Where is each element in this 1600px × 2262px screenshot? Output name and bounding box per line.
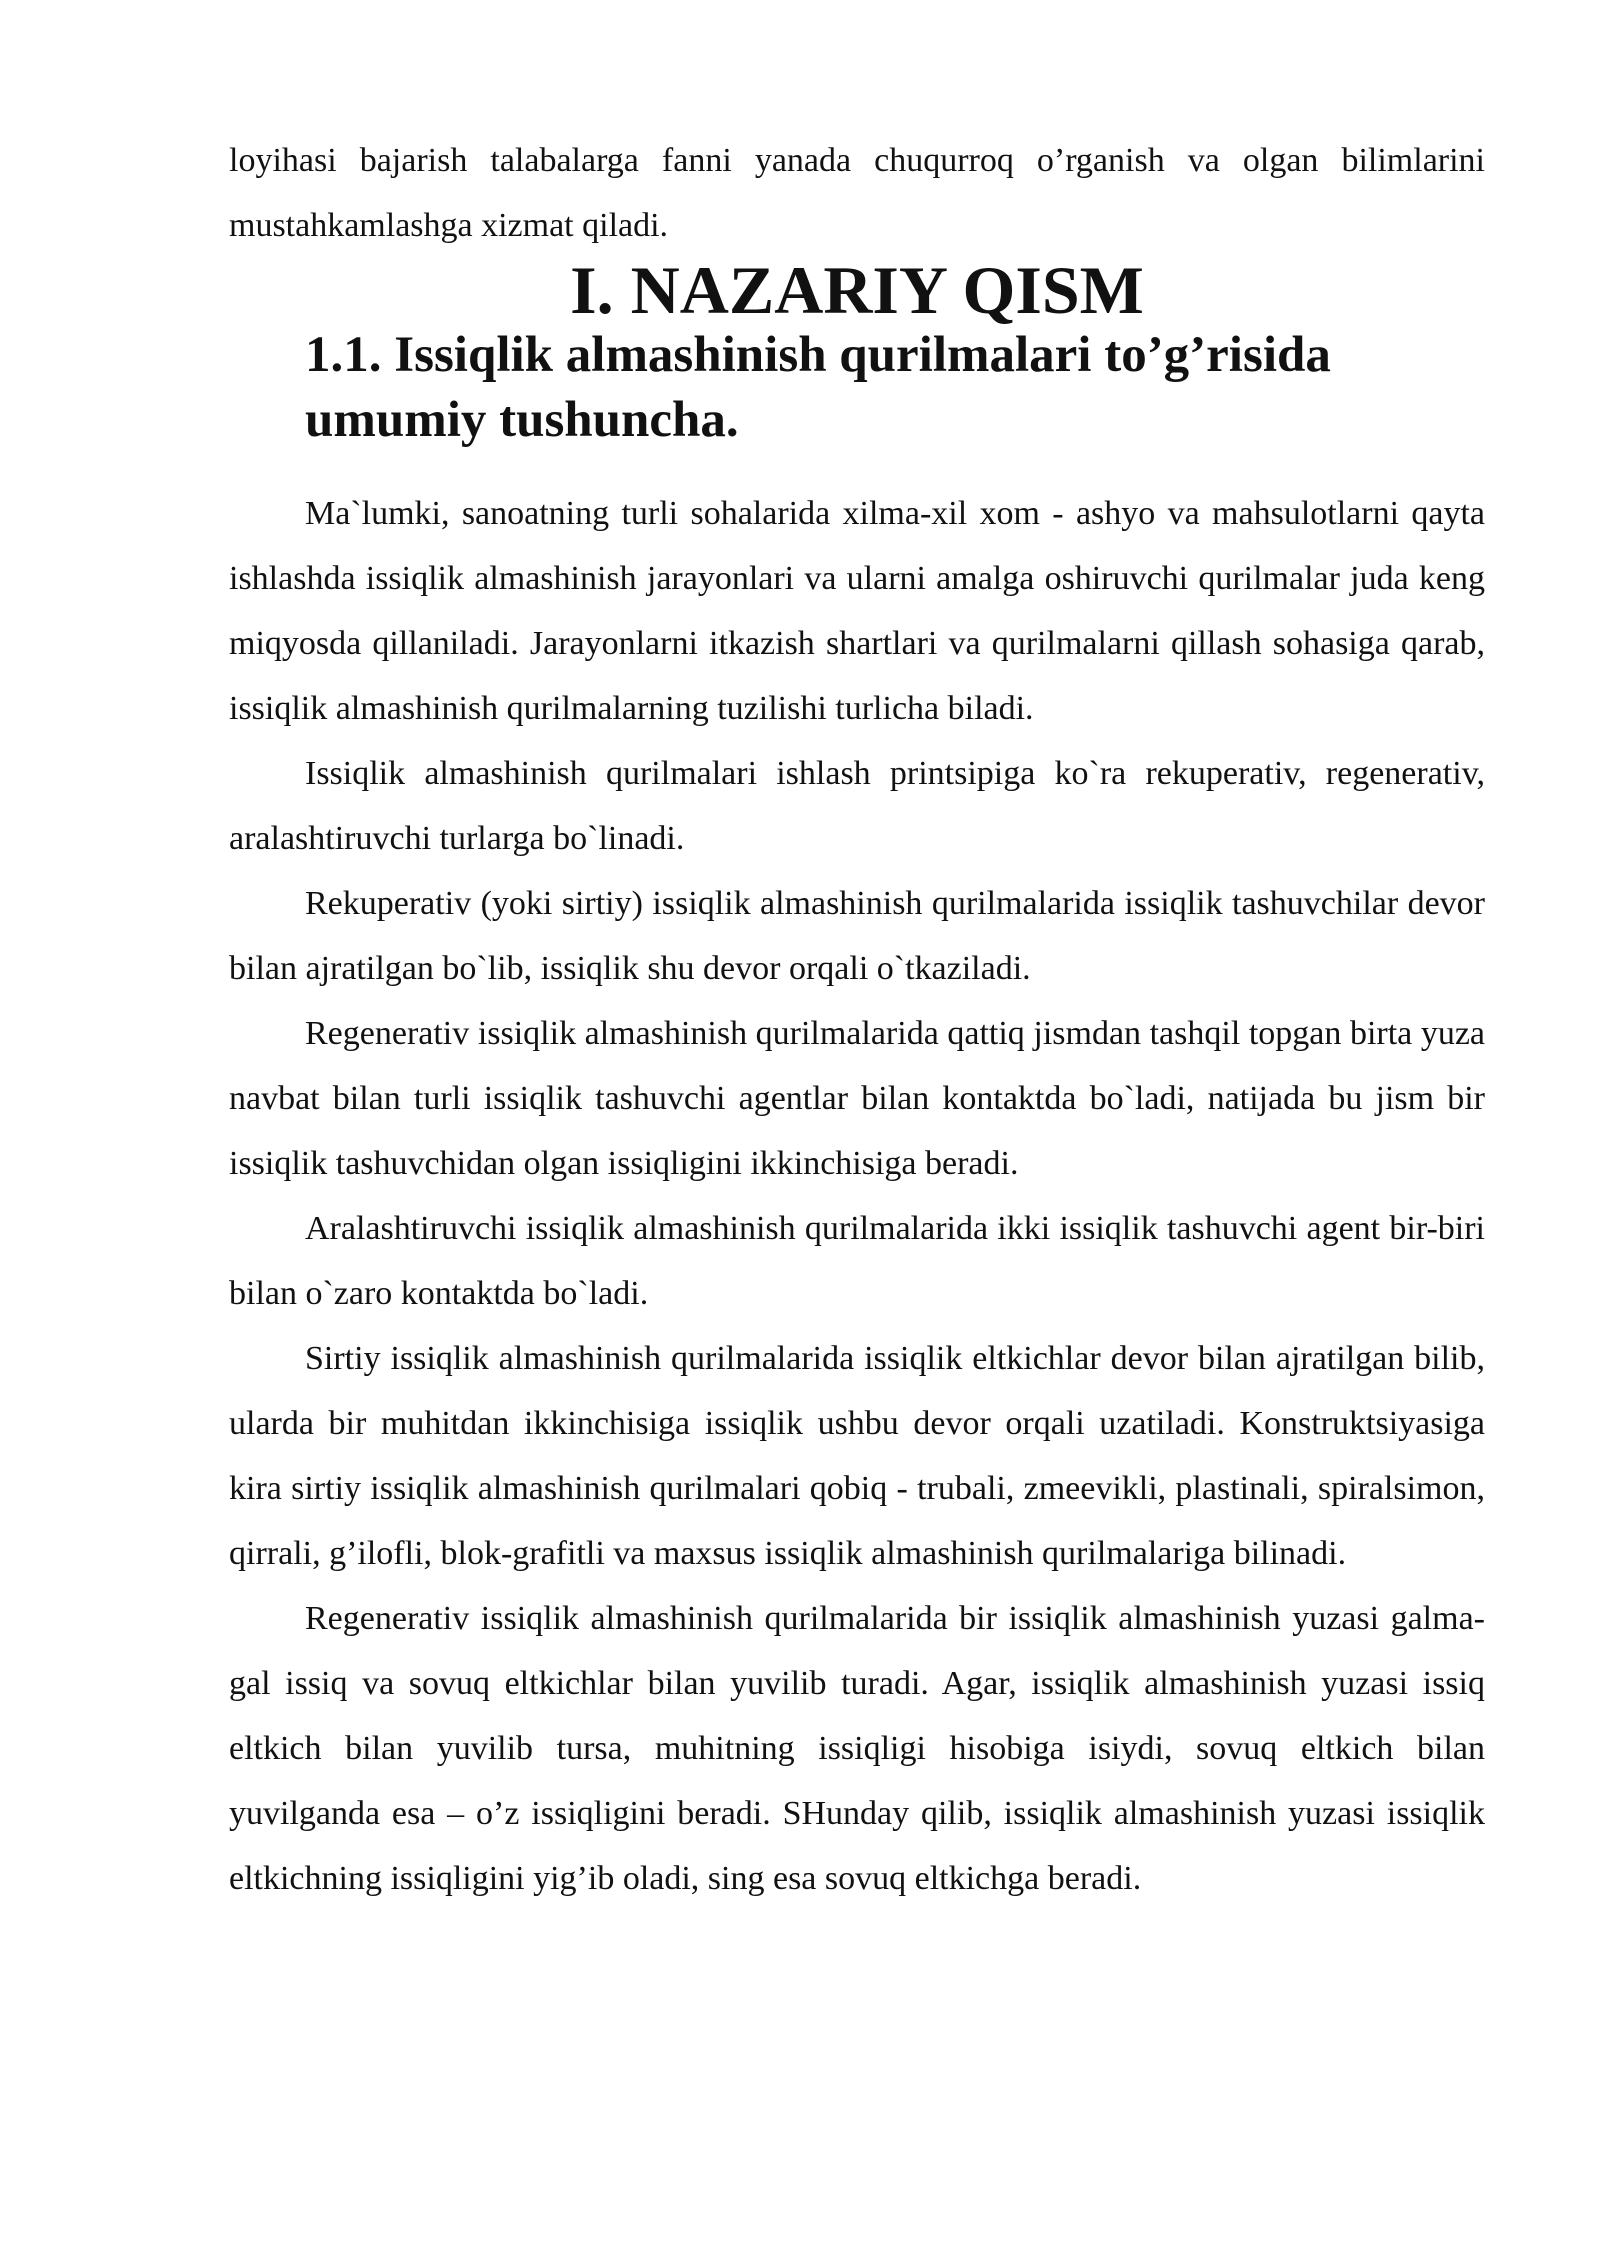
paragraph-regenerative-detail: Regenerativ issiqlik almashinish qurilmalarida bir issiqlik almashinish yuzasi galma-gal issiq va sovuq eltkichlar bilan yuvilib turadi. Agar, issiqlik almashinish yuzasi issiq eltkich bilan yuvilib tursa, muhitning issiqligi hisobiga isiydi, sovuq eltkich bilan yuvilganda esa – o’z issiqligini beradi. SHunday qilib, issiqlik almashinish yuzasi issiqlik eltkichning issiqligini yig’ib oladi, sing esa sovuq eltkichga beradi. <box>229 1600 1485 1897</box>
paragraph-surface-types: Sirtiy issiqlik almashinish qurilmalarida issiqlik eltkichlar devor bilan ajratilgan bilib, ularda bir muhitdan ikkinchisiga issiqlik ushbu devor orqali uzatiladi. Konstruktsiyasiga kira sirtiy issiqlik almashinish qurilmalari qobiq - trubali, zmeevikli, plastinali, spiralsimon, qirrali, g’ilofli, blok-grafitli va maxsus issiqlik almashinish qurilmalariga bilinadi. <box>229 1340 1485 1572</box>
paragraph-recuperative: Rekuperativ (yoki sirtiy) issiqlik almashinish qurilmalarida issiqlik tashuvchilar devor bilan ajratilgan bo`lib, issiqlik shu devor orqali o`tkaziladi. <box>229 885 1485 987</box>
paragraph-mixing: Aralashtiruvchi issiqlik almashinish qurilmalarida ikki issiqlik tashuvchi agent bir-biri bilan o`zaro kontaktda bo`ladi. <box>229 1210 1485 1312</box>
paragraph-regenerative: Regenerativ issiqlik almashinish qurilmalarida qattiq jismdan tashqil topgan birta yuza navbat bilan turli issiqlik tashuvchi agentlar bilan kontaktda bo`ladi, natijada bu jism bir issiqlik tashuvchidan olgan issiqligini ikkinchisiga beradi. <box>229 1015 1485 1182</box>
intro-continuation-paragraph: loyihasi bajarish talabalarga fanni yanada chuqurroq o’rganish va olgan bilimlarini mustahkamlashga xizmat qiladi. <box>229 142 1485 244</box>
section-title: I. NAZARIY QISM <box>570 252 1144 328</box>
document-page <box>229 128 1485 1911</box>
subsection-title: 1.1. Issiqlik almashinish qurilmalari to’g’risida umumiy tushuncha. <box>305 327 1331 448</box>
paragraph-classification: Issiqlik almashinish qurilmalari ishlash printsipiga ko`ra rekuperativ, regenerativ, aralashtiruvchi turlarga bo`linadi. <box>229 755 1485 857</box>
paragraph-intro: Ma`lumki, sanoatning turli sohalarida xilma-xil xom - ashyo va mahsulotlarni qayta ishlashda issiqlik almashinish jarayonlari va ularni amalga oshiruvchi qurilmalar juda keng miqyosda qillaniladi. Jarayonlarni itkazish shartlari va qurilmalarni qillash sohasiga qarab, issiqlik almashinish qurilmalarning tuzilishi turlicha biladi. <box>229 495 1485 727</box>
